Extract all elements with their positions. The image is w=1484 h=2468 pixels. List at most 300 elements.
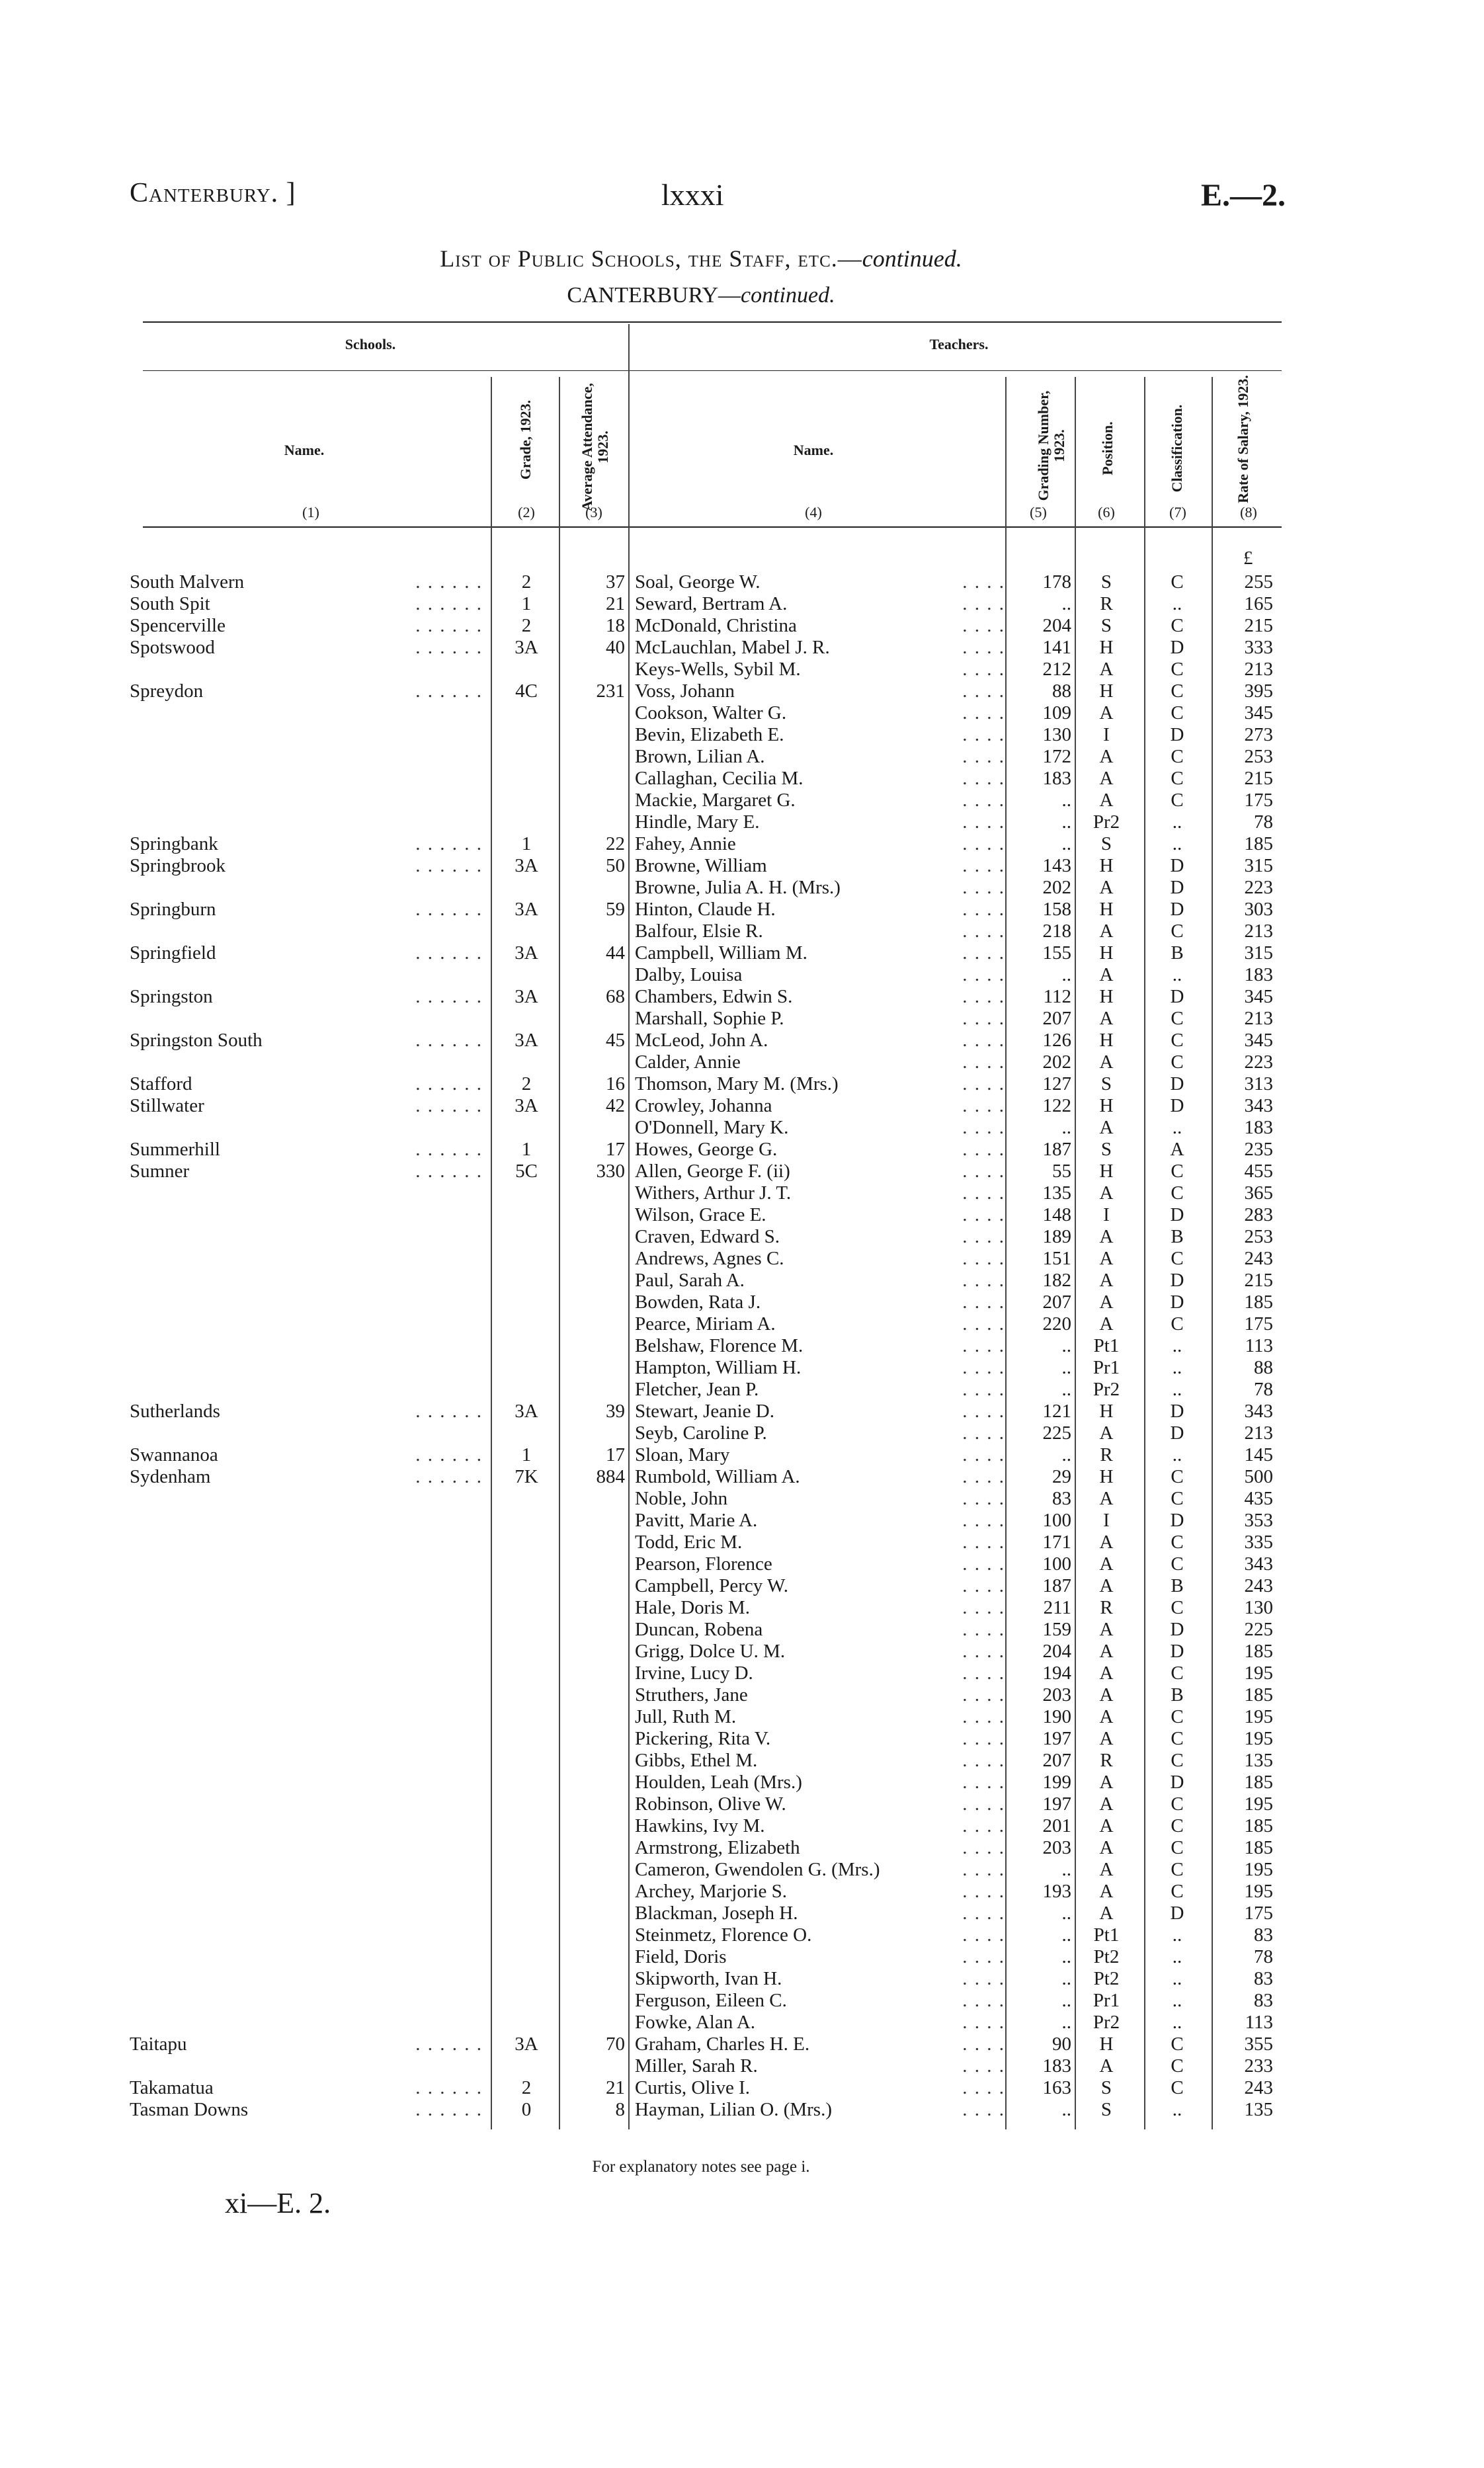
teacher-salary: 355 [1244, 2034, 1273, 2055]
leader-dots: . . . . [962, 1903, 1005, 1924]
grading-number: .. [1061, 1990, 1071, 2011]
school-grade: 3A [515, 1095, 538, 1116]
table-row [0, 964, 1484, 986]
teacher-name: Stewart, Jeanie D. [635, 1401, 774, 1422]
teacher-classification: D [1170, 1073, 1184, 1094]
leader-dots: . . . . [962, 1532, 1005, 1553]
leader-dots: . . . . [962, 1444, 1005, 1465]
teacher-position: A [1099, 1881, 1114, 1902]
teacher-classification: D [1170, 1903, 1184, 1924]
table-row [0, 2077, 1484, 2099]
teacher-name: Bevin, Elizabeth E. [635, 724, 784, 745]
grading-number: 225 [1042, 1422, 1071, 1444]
grading-number: .. [1061, 1379, 1071, 1400]
teacher-classification: A [1170, 1139, 1184, 1160]
teacher-name: McLauchlan, Mabel J. R. [635, 637, 830, 658]
teacher-name: Archey, Marjorie S. [635, 1881, 788, 1902]
teacher-salary: 213 [1244, 1422, 1273, 1444]
grading-number: 143 [1042, 855, 1071, 876]
teacher-classification: C [1171, 768, 1184, 789]
teacher-classification: B [1171, 942, 1184, 964]
school-attendance: 59 [606, 899, 625, 920]
teacher-position: S [1100, 833, 1112, 854]
teacher-position: A [1099, 1903, 1114, 1924]
teacher-position: A [1099, 702, 1114, 723]
teacher-classification: C [1171, 1881, 1184, 1902]
teacher-salary: 185 [1244, 1837, 1273, 1858]
teacher-salary: 113 [1245, 2012, 1273, 2033]
leader-dots: . . . . . . [415, 1466, 483, 1487]
school-name: Stafford [130, 1073, 192, 1094]
table-row [0, 1117, 1484, 1139]
teacher-classification: D [1170, 1401, 1184, 1422]
teacher-name: Skipworth, Ivan H. [635, 1968, 782, 1989]
grading-number: .. [1061, 790, 1071, 811]
leader-dots: . . . . [962, 1182, 1005, 1204]
teacher-classification: D [1170, 1619, 1184, 1640]
teacher-salary: 135 [1244, 1750, 1273, 1771]
teacher-classification: D [1170, 1510, 1184, 1531]
leader-dots: . . . . [962, 1335, 1005, 1356]
teacher-position: H [1099, 855, 1114, 876]
table-row [0, 2012, 1484, 2034]
teacher-name: Calder, Annie [635, 1051, 741, 1073]
teacher-name: Todd, Eric M. [635, 1532, 743, 1553]
leader-dots: . . . . . . [415, 1095, 483, 1116]
teacher-classification: B [1171, 1575, 1184, 1596]
table-row [0, 1903, 1484, 1924]
leader-dots: . . . . [962, 1837, 1005, 1858]
grading-number: .. [1061, 1335, 1071, 1356]
teacher-name: Hindle, Mary E. [635, 811, 760, 833]
school-name: Sydenham [130, 1466, 211, 1487]
teacher-classification: D [1170, 1641, 1184, 1662]
teacher-classification: C [1171, 1532, 1184, 1553]
leader-dots: . . . . [962, 1990, 1005, 2011]
grading-number: 194 [1042, 1663, 1071, 1684]
teacher-salary: 78 [1254, 1379, 1273, 1400]
teacher-classification: C [1171, 615, 1184, 636]
teacher-classification: C [1171, 921, 1184, 942]
teacher-position: S [1100, 571, 1112, 593]
teacher-position: Pr2 [1092, 1379, 1120, 1400]
teacher-salary: 195 [1244, 1728, 1273, 1749]
school-name: Taitapu [130, 2034, 187, 2055]
teacher-name: Fowke, Alan A. [635, 2012, 756, 2033]
teacher-classification: D [1170, 986, 1184, 1007]
teacher-name: Callaghan, Cecilia M. [635, 768, 804, 789]
table-row [0, 1161, 1484, 1182]
schools-group-header: Schools. [345, 336, 396, 352]
teacher-name: McDonald, Christina [635, 615, 797, 636]
table-row [0, 1837, 1484, 1859]
teacher-name: Howes, George G. [635, 1139, 778, 1160]
school-name: Sutherlands [130, 1401, 220, 1422]
school-grade: 0 [521, 2099, 532, 2120]
teacher-name: Blackman, Joseph H. [635, 1903, 798, 1924]
teacher-salary: 255 [1244, 571, 1273, 593]
leader-dots: . . . . [962, 702, 1005, 723]
grading-number: 204 [1042, 1641, 1071, 1662]
leader-dots: . . . . [962, 1575, 1005, 1596]
teacher-salary: 455 [1244, 1161, 1273, 1182]
school-name: Takamatua [130, 2077, 214, 2098]
teacher-classification: C [1171, 1597, 1184, 1618]
leader-dots: . . . . [962, 1248, 1005, 1269]
table-row [0, 2055, 1484, 2077]
leader-dots: . . . . [962, 1095, 1005, 1116]
table-row [0, 1924, 1484, 1946]
teacher-salary: 83 [1254, 1968, 1273, 1989]
teacher-position: Pr1 [1092, 1990, 1120, 2011]
teacher-name: Mackie, Margaret G. [635, 790, 796, 811]
teacher-name: Graham, Charles H. E. [635, 2034, 810, 2055]
teacher-name: Fletcher, Jean P. [635, 1379, 759, 1400]
leader-dots: . . . . [962, 1663, 1005, 1684]
table-row [0, 877, 1484, 899]
table-row [0, 790, 1484, 811]
teacher-name: Seward, Bertram A. [635, 593, 788, 614]
leader-dots: . . . . . . [415, 2034, 483, 2055]
teacher-position: R [1100, 1597, 1113, 1618]
teacher-name: Houlden, Leah (Mrs.) [635, 1772, 802, 1793]
teacher-salary: 195 [1244, 1663, 1273, 1684]
teacher-classification: D [1170, 1422, 1184, 1444]
school-attendance: 42 [606, 1095, 625, 1116]
school-grade: 1 [521, 833, 532, 854]
table-row [0, 855, 1484, 877]
teacher-salary: 130 [1244, 1597, 1273, 1618]
teacher-classification: C [1171, 1030, 1184, 1051]
grading-number: 126 [1042, 1030, 1071, 1051]
teacher-position: A [1099, 1619, 1114, 1640]
table-row [0, 1684, 1484, 1706]
teacher-position: A [1099, 964, 1114, 985]
teacher-salary: 113 [1245, 1335, 1273, 1356]
teacher-position: A [1099, 659, 1114, 680]
table-row [0, 1204, 1484, 1226]
teacher-classification: .. [1172, 811, 1182, 833]
table-row [0, 1968, 1484, 1990]
teacher-position: A [1099, 746, 1114, 767]
leader-dots: . . . . [962, 724, 1005, 745]
teacher-classification: .. [1172, 1444, 1182, 1465]
col-number-8: (8) [1240, 504, 1257, 520]
leader-dots: . . . . [962, 1706, 1005, 1727]
leader-dots: . . . . [962, 1750, 1005, 1771]
school-attendance: 50 [606, 855, 625, 876]
grading-number: 151 [1042, 1248, 1071, 1269]
page-number: lxxxi [661, 178, 724, 212]
teacher-position: A [1099, 1532, 1114, 1553]
table-row [0, 1379, 1484, 1401]
teacher-name: Andrews, Agnes C. [635, 1248, 784, 1269]
grading-number: 29 [1052, 1466, 1071, 1487]
page-title-continued: continued. [862, 245, 962, 272]
teacher-classification: D [1170, 1204, 1184, 1225]
teacher-classification: .. [1172, 964, 1182, 985]
leader-dots: . . . . [962, 1422, 1005, 1444]
teacher-classification: C [1171, 1466, 1184, 1487]
grading-number: .. [1061, 593, 1071, 614]
teacher-position: A [1099, 2055, 1114, 2077]
teacher-salary: 243 [1244, 1248, 1273, 1269]
school-name: Springburn [130, 899, 216, 920]
teacher-salary: 88 [1254, 1357, 1273, 1378]
school-grade: 5C [515, 1161, 538, 1182]
grading-number: .. [1061, 1117, 1071, 1138]
grading-number: 218 [1042, 921, 1071, 942]
teacher-position: Pr2 [1092, 811, 1120, 833]
table-row [0, 571, 1484, 593]
leader-dots: . . . . [962, 1357, 1005, 1378]
leader-dots: . . . . [962, 1030, 1005, 1051]
teacher-salary: 185 [1244, 1772, 1273, 1793]
leader-dots: . . . . [962, 1815, 1005, 1836]
leader-dots: . . . . [962, 2077, 1005, 2098]
school-name: Springbank [130, 833, 218, 854]
teacher-name: Dalby, Louisa [635, 964, 743, 985]
col-number-1: (1) [302, 504, 319, 520]
teacher-classification: .. [1172, 1924, 1182, 1946]
table-row [0, 1510, 1484, 1532]
teacher-position: A [1099, 1793, 1114, 1815]
table-row [0, 986, 1484, 1008]
teacher-position: A [1099, 1270, 1114, 1291]
school-attendance: 231 [596, 680, 625, 702]
teacher-salary: 223 [1244, 877, 1273, 898]
teacher-salary: 315 [1244, 855, 1273, 876]
leader-dots: . . . . [962, 1073, 1005, 1094]
grading-number: 212 [1042, 659, 1071, 680]
teacher-classification: D [1170, 1292, 1184, 1313]
table-row [0, 1270, 1484, 1292]
teacher-salary: 395 [1244, 680, 1273, 702]
table-row [0, 1859, 1484, 1881]
teacher-position: S [1100, 615, 1112, 636]
grading-number: .. [1061, 2012, 1071, 2033]
teacher-classification: .. [1172, 1968, 1182, 1989]
school-attendance: 45 [606, 1030, 625, 1051]
teacher-salary: 185 [1244, 1815, 1273, 1836]
teacher-name: Craven, Edward S. [635, 1226, 780, 1247]
teacher-position: A [1099, 1182, 1114, 1204]
grading-number: 197 [1042, 1728, 1071, 1749]
grading-number: 135 [1042, 1182, 1071, 1204]
teacher-salary: 343 [1244, 1401, 1273, 1422]
grading-number: 130 [1042, 724, 1071, 745]
table-row [0, 1532, 1484, 1553]
teacher-salary: 195 [1244, 1859, 1273, 1880]
school-attendance: 39 [606, 1401, 625, 1422]
school-attendance: 8 [615, 2099, 625, 2120]
grading-number: 100 [1042, 1510, 1071, 1531]
school-name: Springston [130, 986, 213, 1007]
teacher-name: Armstrong, Elizabeth [635, 1837, 800, 1858]
teacher-position: A [1099, 1772, 1114, 1793]
page-footer: xi—E. 2. [225, 2187, 331, 2219]
teacher-position: A [1099, 1313, 1114, 1335]
header-bottom-rule [143, 526, 1282, 528]
teacher-name: Allen, George F. (ii) [635, 1161, 790, 1182]
teacher-salary: 175 [1244, 790, 1273, 811]
school-name: Sumner [130, 1161, 190, 1182]
school-grade: 4C [515, 680, 538, 702]
table-row [0, 1663, 1484, 1684]
teacher-position: I [1103, 724, 1110, 745]
teacher-classification: B [1171, 1684, 1184, 1706]
grading-number: 197 [1042, 1793, 1071, 1815]
teacher-name: Crowley, Johanna [635, 1095, 772, 1116]
leader-dots: . . . . [962, 2012, 1005, 2033]
table-row [0, 1226, 1484, 1248]
col-number-5: (5) [1030, 504, 1047, 520]
leader-dots: . . . . [962, 790, 1005, 811]
leader-dots: . . . . [962, 659, 1005, 680]
school-name: Springfield [130, 942, 216, 964]
teacher-classification: .. [1172, 2012, 1182, 2033]
table-row [0, 833, 1484, 855]
teacher-classification: C [1171, 1837, 1184, 1858]
leader-dots: . . . . [962, 1139, 1005, 1160]
school-grade: 2 [521, 2077, 532, 2098]
table-row [0, 921, 1484, 942]
teacher-name: Sloan, Mary [635, 1444, 730, 1465]
school-attendance: 884 [596, 1466, 625, 1487]
leader-dots: . . . . [962, 2099, 1005, 2120]
teacher-salary: 195 [1244, 1706, 1273, 1727]
leader-dots: . . . . . . [415, 1161, 483, 1182]
teacher-salary: 183 [1244, 964, 1273, 985]
table-row [0, 1815, 1484, 1837]
teacher-position: Pt1 [1093, 1335, 1120, 1356]
leader-dots: . . . . . . [415, 942, 483, 964]
teacher-classification: C [1171, 1488, 1184, 1509]
teacher-classification: C [1171, 1706, 1184, 1727]
teacher-salary: 215 [1244, 1270, 1273, 1291]
teacher-salary: 135 [1244, 2099, 1273, 2120]
teacher-name: Pickering, Rita V. [635, 1728, 771, 1749]
teacher-salary: 183 [1244, 1117, 1273, 1138]
teacher-name: Hayman, Lilian O. (Mrs.) [635, 2099, 832, 2120]
teacher-position: A [1099, 1837, 1114, 1858]
page-title [0, 245, 1402, 272]
grading-number: .. [1061, 1357, 1071, 1378]
teacher-classification: C [1171, 702, 1184, 723]
leader-dots: . . . . . . [415, 1401, 483, 1422]
school-name: Summerhill [130, 1139, 220, 1160]
teacher-classification: C [1171, 1161, 1184, 1182]
grading-number: 90 [1052, 2034, 1071, 2055]
teacher-position: A [1099, 790, 1114, 811]
teacher-classification: C [1171, 1793, 1184, 1815]
grading-number: 220 [1042, 1313, 1071, 1335]
leader-dots: . . . . . . [415, 855, 483, 876]
leader-dots: . . . . . . [415, 615, 483, 636]
school-attendance: 21 [606, 593, 625, 614]
school-name: Springston South [130, 1030, 263, 1051]
teacher-classification: D [1170, 637, 1184, 658]
teacher-position: H [1099, 1161, 1114, 1182]
table-row [0, 1619, 1484, 1641]
teacher-position: A [1099, 1553, 1114, 1575]
leader-dots: . . . . [962, 1161, 1005, 1182]
teacher-salary: 343 [1244, 1095, 1273, 1116]
teacher-name: Duncan, Robena [635, 1619, 763, 1640]
teacher-name: Noble, John [635, 1488, 728, 1509]
teacher-salary: 345 [1244, 702, 1273, 723]
school-attendance: 44 [606, 942, 625, 964]
grading-number: 204 [1042, 615, 1071, 636]
school-name: South Spit [130, 593, 210, 614]
teacher-position: I [1103, 1510, 1110, 1531]
teacher-classification: D [1170, 1095, 1184, 1116]
grading-number: 148 [1042, 1204, 1071, 1225]
leader-dots: . . . . [962, 1641, 1005, 1662]
teacher-position: A [1099, 1641, 1114, 1662]
school-grade: 3A [515, 899, 538, 920]
teacher-classification: C [1171, 1313, 1184, 1335]
school-attendance: 17 [606, 1139, 625, 1160]
teacher-salary: 435 [1244, 1488, 1273, 1509]
school-grade: 3A [515, 942, 538, 964]
leader-dots: . . . . [962, 2034, 1005, 2055]
page-subtitle-main: CANTERBURY— [567, 283, 741, 308]
teacher-name: Hale, Doris M. [635, 1597, 750, 1618]
teacher-name: Rumbold, William A. [635, 1466, 800, 1487]
teacher-classification: D [1170, 899, 1184, 920]
school-grade: 3A [515, 637, 538, 658]
table-row [0, 1248, 1484, 1270]
table-row [0, 615, 1484, 637]
teacher-name: Pearce, Miriam A. [635, 1313, 776, 1335]
teacher-classification: C [1171, 680, 1184, 702]
teacher-name: Seyb, Caroline P. [635, 1422, 767, 1444]
teacher-classification: D [1170, 1772, 1184, 1793]
teacher-salary: 185 [1244, 1684, 1273, 1706]
col-number-4: (4) [805, 504, 822, 520]
leader-dots: . . . . [962, 1008, 1005, 1029]
teacher-name: Field, Doris [635, 1946, 727, 1967]
leader-dots: . . . . [962, 615, 1005, 636]
grading-number: 207 [1042, 1008, 1071, 1029]
school-grade: 7K [515, 1466, 538, 1487]
teacher-salary: 335 [1244, 1532, 1273, 1553]
teacher-salary: 365 [1244, 1182, 1273, 1204]
teacher-classification: C [1171, 571, 1184, 593]
school-attendance: 68 [606, 986, 625, 1007]
teacher-name: Withers, Arthur J. T. [635, 1182, 792, 1204]
teacher-salary: 233 [1244, 2055, 1273, 2077]
teacher-name: Pearson, Florence [635, 1553, 772, 1575]
school-name: Stillwater [130, 1095, 204, 1116]
teacher-name-header: Name. [793, 442, 834, 458]
table-row [0, 1335, 1484, 1357]
teacher-salary: 253 [1244, 746, 1273, 767]
teacher-position: H [1099, 986, 1114, 1007]
table-row [0, 1030, 1484, 1051]
leader-dots: . . . . [962, 811, 1005, 833]
leader-dots: . . . . [962, 1684, 1005, 1706]
teacher-position: Pt2 [1093, 1946, 1120, 1967]
school-attendance: 18 [606, 615, 625, 636]
teacher-salary: 225 [1244, 1619, 1273, 1640]
teacher-salary: 213 [1244, 659, 1273, 680]
teacher-name: Browne, William [635, 855, 767, 876]
leader-dots: . . . . [962, 833, 1005, 854]
teacher-salary: 273 [1244, 724, 1273, 745]
table-row [0, 1553, 1484, 1575]
